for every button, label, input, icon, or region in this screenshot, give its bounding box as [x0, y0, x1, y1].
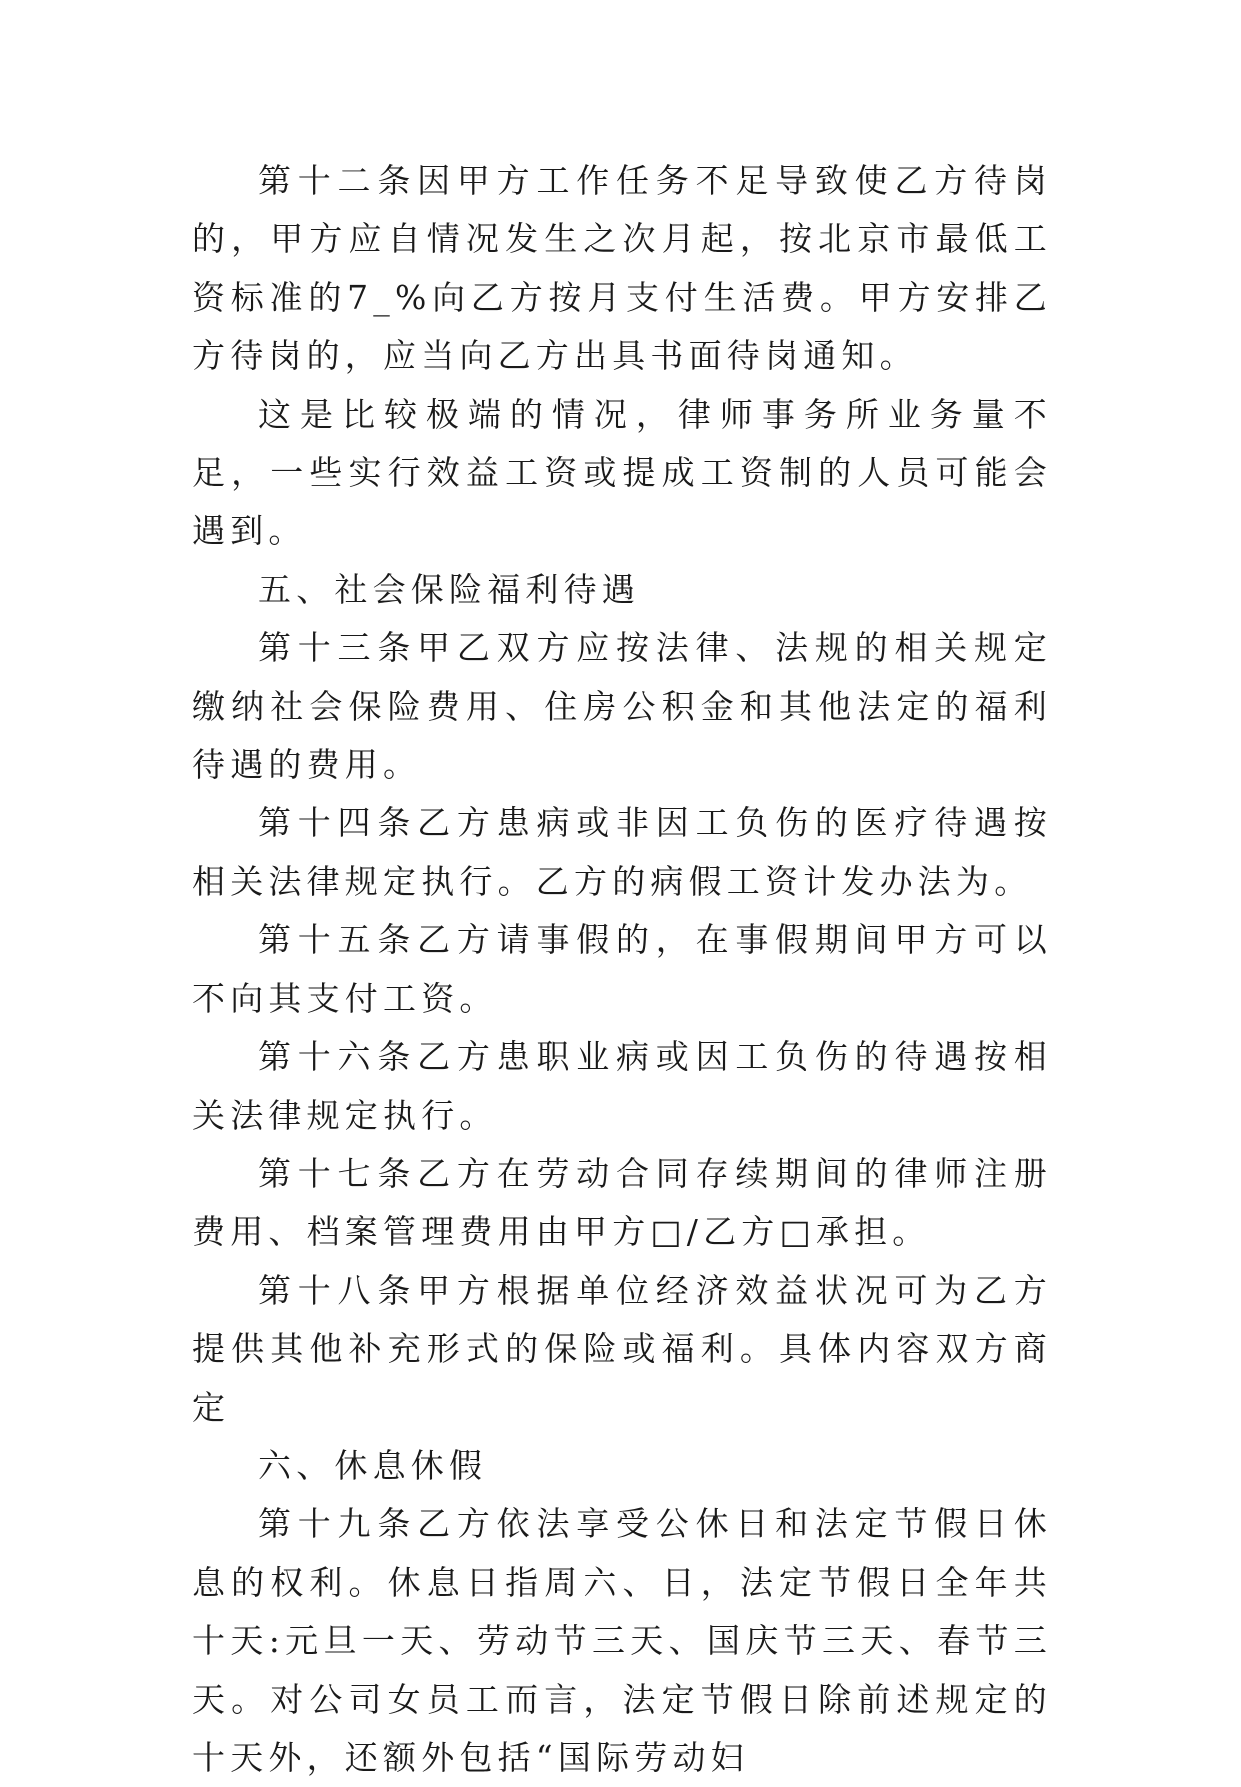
paragraph-article-13: 第十三条甲乙双方应按法律、法规的相关规定缴纳社会保险费用、住房公积金和其他法定的福利待遇的费用。: [192, 628, 1052, 785]
paragraph-article-18: 第十八条甲方根据单位经济效益状况可为乙方提供其他补充形式的保险或福利。具体内容双方商定: [192, 1270, 1052, 1427]
paragraph-article-12: 第十二条因甲方工作任务不足导致使乙方待岗的，甲方应自情况发生之次月起，按北京市最低工资标准的7_%向乙方按月支付生活费。甲方安排乙方待岗的，应当向乙方出具书面待岗通知。: [192, 161, 1052, 376]
document-body: [192, 152, 1052, 1787]
paragraph-article-15: 第十五条乙方请事假的，在事假期间甲方可以不向其支付工资。: [192, 920, 1052, 1018]
paragraph-article-19: 第十九条乙方依法享受公休日和法定节假日休息的权利。休息日指周六、日，法定节假日全年共十天:元旦一天、劳动节三天、国庆节三天、春节三天。对公司女员工而言，法定节假日除前述规定的十天外，还额外包括“国际劳动妇: [192, 1504, 1052, 1777]
section-heading-rest-leave: 六、休息休假: [258, 1445, 488, 1485]
paragraph-article-14: 第十四条乙方患病或非因工负伤的医疗待遇按相关法律规定执行。乙方的病假工资计发办法为。: [192, 803, 1052, 901]
paragraph-article-17: 第十七条乙方在劳动合同存续期间的律师注册费用、档案管理费用由甲方□/乙方□承担。: [192, 1153, 1052, 1252]
paragraph-commentary: 这是比较极端的情况，律师事务所业务量不足，一些实行效益工资或提成工资制的人员可能会遇到。: [192, 394, 1052, 551]
section-heading-social-insurance: 五、社会保险福利待遇: [258, 569, 640, 609]
paragraph-article-16: 第十六条乙方患职业病或因工负伤的待遇按相关法律规定执行。: [192, 1037, 1052, 1135]
